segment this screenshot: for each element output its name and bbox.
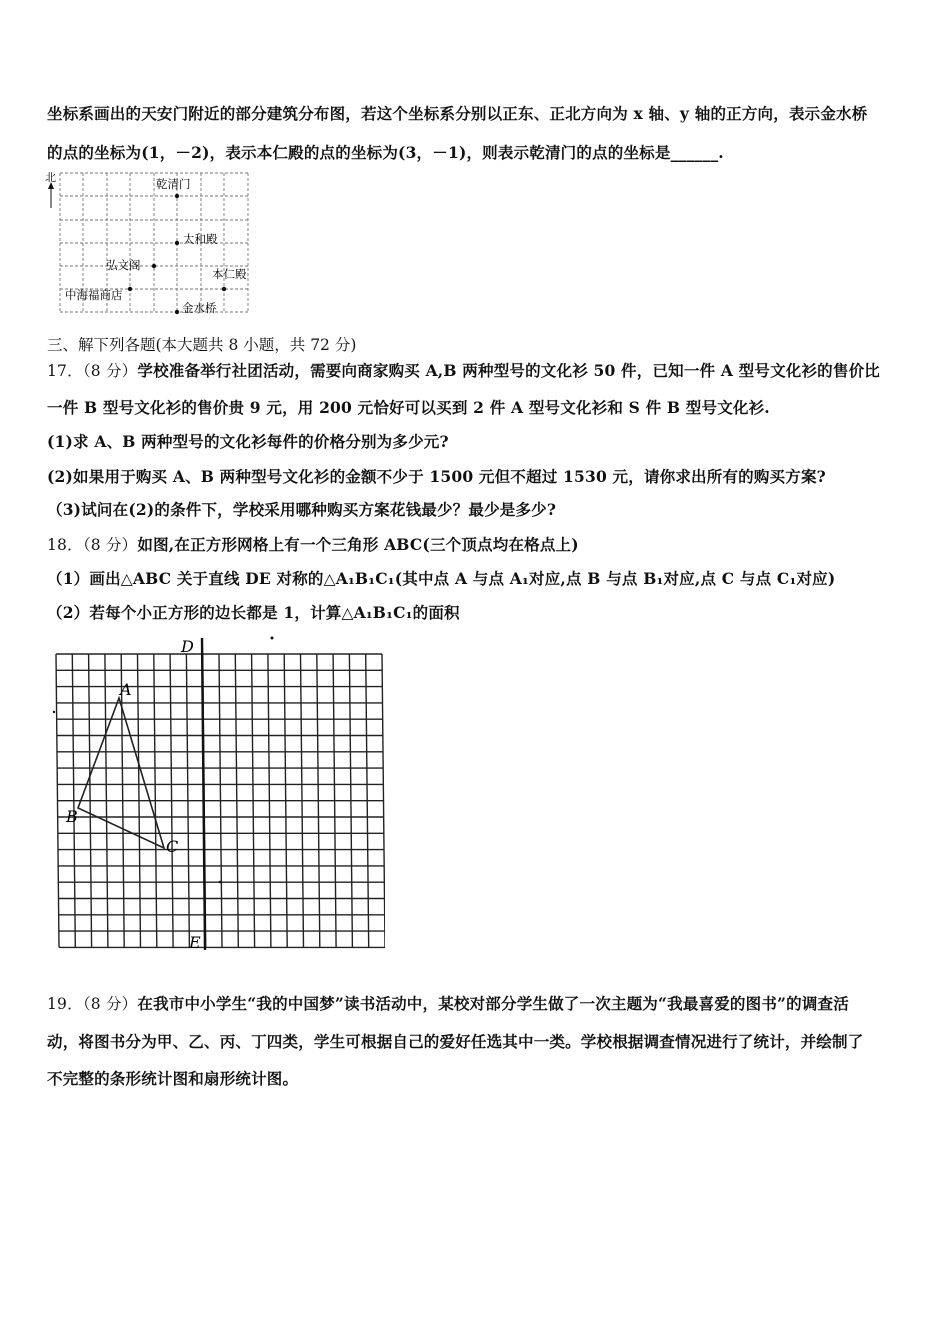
q19-line-1 (47, 992, 849, 1014)
q19-line-2: 动，将图书分为甲、乙、丙、丁四类，学生可根据自己的爱好任选其中一类。学校根据调查情况进行了统计，并绘制了 (47, 1032, 864, 1051)
q17-line-1 (47, 359, 880, 381)
stray-dot (53, 711, 55, 713)
q18-number: 18． (47, 536, 83, 554)
q18-part-1: （1）画出△ABC 关于直线 DE 对称的△A₁B₁C₁(其中点 A 与点 A₁对应,点 B 与点 B₁对应,点 C 与点 C₁对应) (47, 569, 836, 588)
qianqing-label: 乾清门 (156, 177, 191, 191)
zhonghai-label: 中海福商店 (65, 288, 123, 302)
benren-point (222, 287, 226, 291)
north-label: 北 (45, 171, 56, 184)
label-a: A (120, 680, 132, 699)
hongwen-point (152, 264, 156, 268)
line-de (202, 638, 205, 950)
palace-map-figure (44, 170, 254, 316)
q18-part-2: （2）若每个小正方形的边长都是 1，计算△A₁B₁C₁的面积 (47, 603, 460, 622)
q17-line-2: 一件 B 型号文化衫的售价贵 9 元，用 200 元恰好可以买到 2 件 A 型号文化衫和 S 件 B 型号文化衫. (47, 398, 770, 417)
jinshui-label: 金水桥 (182, 301, 217, 315)
zhonghai-point (128, 287, 132, 291)
intro-line-1: 坐标系画出的天安门附近的部分建筑分布图，若这个坐标系分别以正东、正北方向为 x 轴、y 轴的正方向，表示金水桥 (47, 104, 868, 123)
triangle-grid-figure (50, 632, 385, 952)
q17-part-1: (1)求 A、B 两种型号的文化衫每件的价格分别为多少元? (47, 432, 449, 451)
intro-line-2: 的点的坐标为(1，－2)，表示本仁殿的点的坐标为(3，－1)，则表示乾清门的点的坐标是______. (47, 143, 724, 162)
q17-number: 17． (47, 362, 83, 380)
q17-score: （8 分） (82, 362, 138, 380)
north-arrow (48, 182, 54, 208)
stray-dot (219, 881, 222, 884)
q18-text-1: 如图,在正方形网格上有一个三角形 ABC(三个顶点均在格点上) (137, 535, 579, 554)
benren-label: 本仁殿 (212, 267, 247, 281)
q19-number: 19． (47, 995, 83, 1013)
square-grid (56, 654, 385, 947)
q17-text-1: 学校准备举行社团活动，需要向商家购买 A,B 两种型号的文化衫 50 件，已知一件 A 型号文化衫的售价比 (137, 361, 880, 380)
label-d: D (181, 637, 194, 656)
q17-part-2: (2)如果用于购买 A、B 两种型号文化衫的金额不少于 1500 元但不超过 1530 元，请你求出所有的购买方案? (47, 467, 826, 486)
q18-line-1 (47, 533, 579, 555)
hongwen-label: 弘文阁 (106, 258, 141, 272)
jinshui-point (175, 310, 179, 314)
q18-score: （8 分） (82, 536, 138, 554)
q19-text-1: 在我市中小学生“我的中国梦”读书活动中，某校对部分学生做了一次主题为“我最喜爱的图书”的调查活 (137, 994, 849, 1013)
label-e: E (189, 933, 201, 952)
q19-line-3: 不完整的条形统计图和扇形统计图。 (47, 1069, 299, 1088)
stray-dot (271, 637, 274, 640)
section-3-title: 三、解下列各题(本大题共 8 小题，共 72 分) (47, 336, 357, 354)
taihe-label: 太和殿 (183, 232, 218, 246)
label-b: B (66, 807, 78, 826)
qianqing-point (175, 194, 179, 198)
label-c: C (166, 837, 179, 856)
taihe-point (175, 241, 179, 245)
q19-score: （8 分） (82, 995, 138, 1013)
q17-part-3: （3)试问在(2)的条件下，学校采用哪种购买方案花钱最少？最少是多少? (47, 500, 557, 519)
